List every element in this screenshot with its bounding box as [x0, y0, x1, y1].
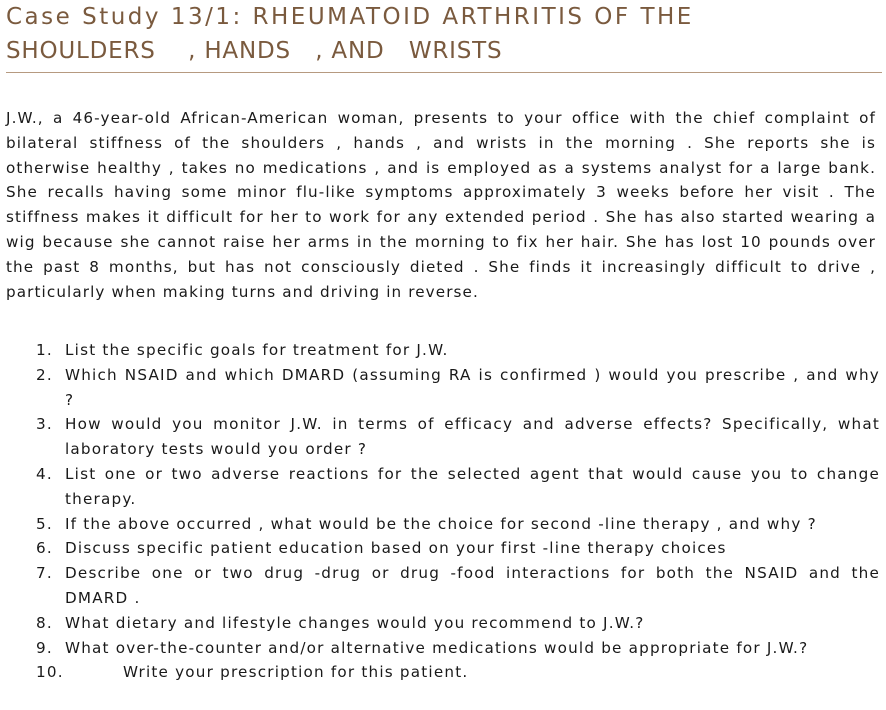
question-number: 7.	[36, 564, 53, 583]
question-number: 1.	[36, 341, 53, 359]
question-item	[0, 536, 880, 561]
case-description: J.W., a 46-year-old African-American woman, presents to your office with the chief complaint of bilateral stiffness of the shoulders , hands , and wrists in the morning . She reports she is otherwise healthy , takes no medications , and is employed as a systems analyst for a large bank. She recalls having some minor flu-like symptoms approximately 3 weeks before her visit . The stiffness makes it difficult for her to work for any extended period . She has also started wearing a wig because she cannot raise her arms in the morning to fix her hair. She has lost 10 pounds over the past 8 months, but has not consciously dieted . She finds it increasingly difficult to drive , particularly when making turns and driving in reverse.	[6, 109, 876, 301]
question-text: Which NSAID and which DMARD (assuming RA is confirmed ) would you prescribe , and why ?	[65, 365, 880, 409]
question-number: 10.	[36, 663, 64, 682]
question-number: 8.	[36, 613, 53, 632]
question-item	[0, 363, 880, 413]
question-item	[0, 636, 880, 661]
question-text: How would you monitor J.W. in terms of efficacy and adverse effects? Specifically, what laboratory tests would you order ?	[65, 415, 880, 459]
question-item	[0, 660, 880, 685]
title-line-1: Case Study 13/1: RHEUMATOID ARTHRITIS OF THE	[6, 4, 694, 30]
question-text: What dietary and lifestyle changes would you recommend to J.W.?	[65, 613, 645, 632]
question-item	[0, 338, 880, 363]
question-text: Write your prescription for this patient.	[123, 663, 469, 682]
question-list	[0, 338, 880, 685]
case-study-title	[6, 0, 882, 68]
question-text: Describe one or two drug -drug or drug -food interactions for both the NSAID and the DMARD .	[65, 564, 880, 607]
question-item	[0, 512, 880, 537]
question-item	[0, 462, 880, 512]
question-number: 9.	[36, 638, 53, 657]
question-item	[0, 611, 880, 636]
question-number: 4.	[36, 464, 53, 483]
question-item	[0, 412, 880, 462]
question-text: Discuss specific patient education based on your first -line therapy choices	[65, 539, 727, 558]
question-text: List one or two adverse reactions for the selected agent that would cause you to change therapy.	[65, 464, 880, 508]
title-divider	[6, 72, 882, 73]
question-item	[0, 561, 880, 611]
question-number: 3.	[36, 415, 53, 434]
question-text: If the above occurred , what would be the choice for second -line therapy , and why ?	[65, 514, 817, 533]
question-number: 6.	[36, 539, 53, 558]
question-text: List the specific goals for treatment for J.W.	[65, 341, 449, 359]
question-number: 2.	[36, 365, 53, 384]
question-number: 5.	[36, 514, 53, 533]
title-line-2: SHOULDERS , HANDS , AND WRISTS	[6, 38, 503, 64]
question-text: What over-the-counter and/or alternative medications would be appropriate for J.W.?	[65, 638, 809, 657]
